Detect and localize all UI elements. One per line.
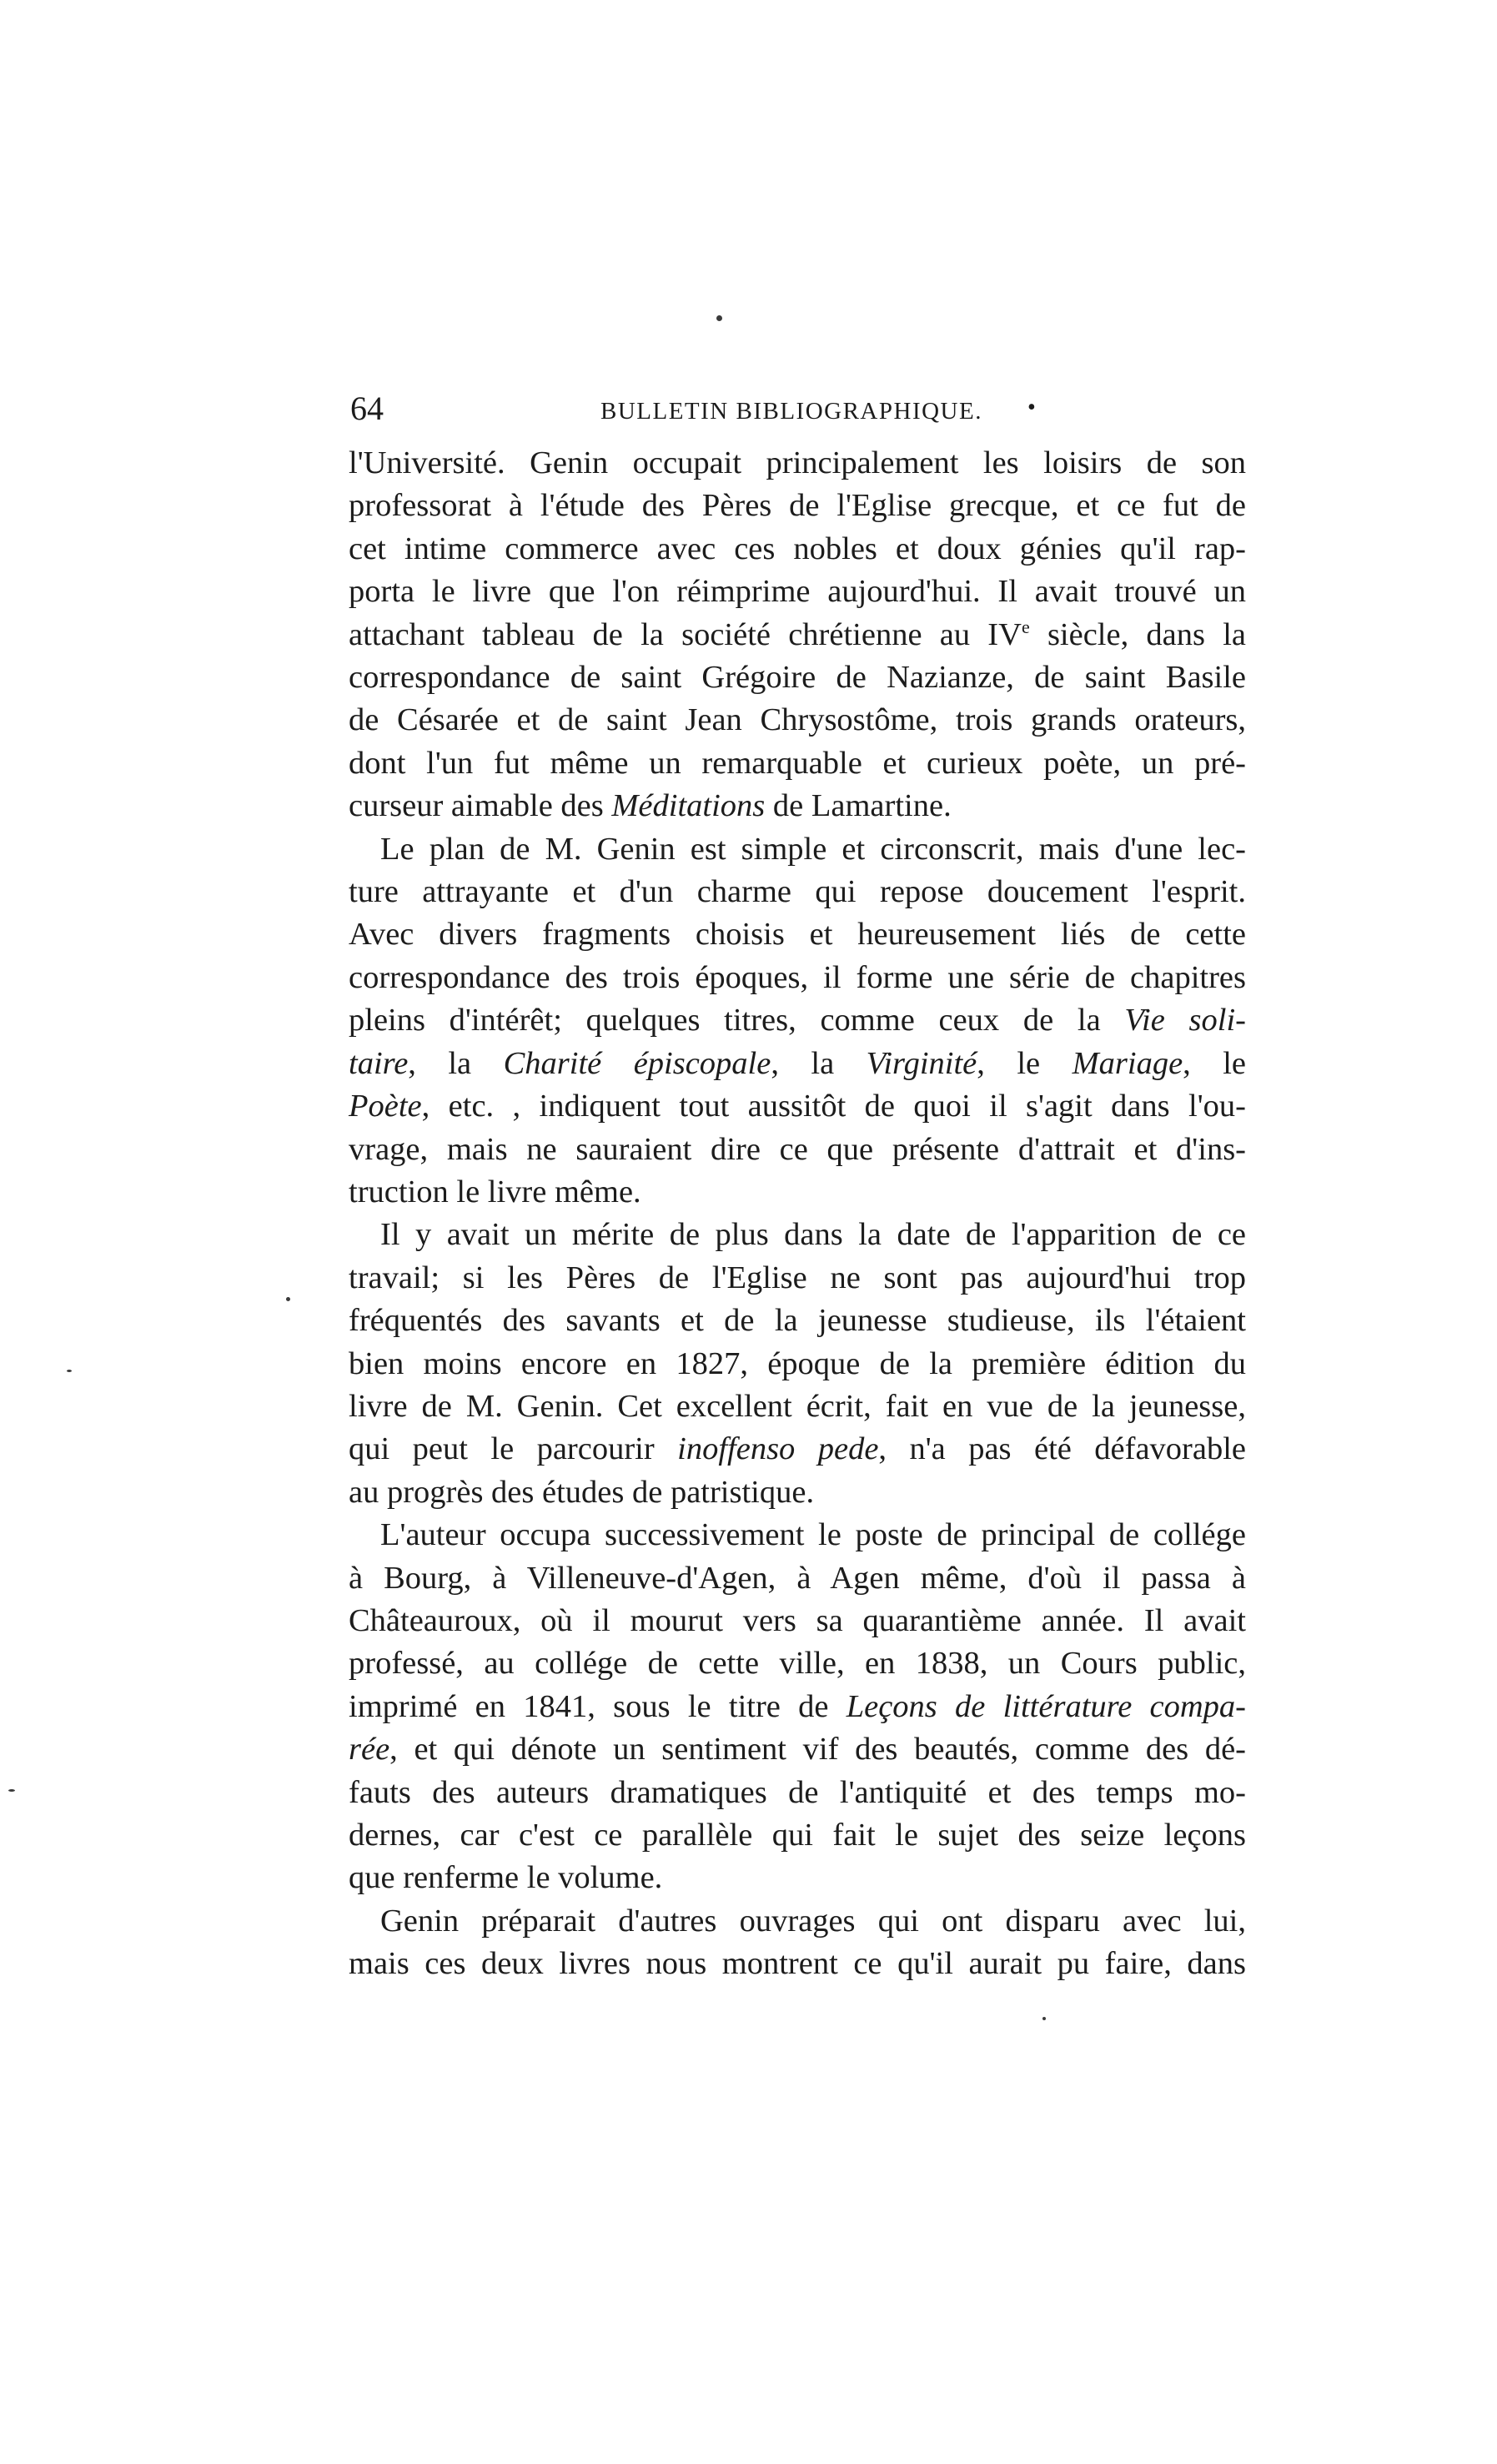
text-span: attachant tableau de la société chrétienne au IV — [349, 616, 1022, 652]
italic-title: Charité épiscopale — [503, 1045, 771, 1081]
text-span: qui peut le parcourir — [349, 1431, 655, 1467]
paragraph-3 — [349, 1214, 1246, 1514]
text-line: que renferme le volume. — [349, 1860, 663, 1896]
text-line: mais ces deux livres nous montrent ce qu'il aurait pu faire, dans — [349, 1946, 1246, 1982]
text-line — [349, 1728, 1246, 1771]
italic-title: Méditations — [611, 788, 766, 824]
text-line — [349, 1085, 1246, 1128]
text-span: , n'a pas été défavorable — [878, 1431, 1246, 1467]
text-line: fréquentés des savants et de la jeunesse studieuse, ils l'étaient — [349, 1303, 1246, 1339]
page-number: 64 — [350, 390, 384, 427]
text-span: pleins d'intérêt; quelques titres, comme ceux de la — [349, 1003, 1101, 1038]
text-line: ture attrayante et d'un charme qui repose doucement l'esprit. — [349, 874, 1246, 910]
text-line — [349, 999, 1246, 1042]
text-line: professé, au collége de cette ville, en 1838, un Cours public, — [349, 1646, 1246, 1682]
superscript: e — [1021, 616, 1030, 637]
text-span: curseur aimable des — [349, 788, 604, 824]
text-line: Châteauroux, où il mourut vers sa quarantième année. Il avait — [349, 1602, 1246, 1638]
text-span: , la — [771, 1045, 835, 1081]
italic-title: taire — [349, 1045, 409, 1081]
italic-title: Leçons de littérature compa- — [846, 1688, 1246, 1724]
text-span: , le — [1183, 1045, 1247, 1081]
ink-speck — [286, 1297, 290, 1301]
text-line: professorat à l'étude des Pères de l'Eglise grecque, et ce fut de — [349, 488, 1246, 524]
ink-speck — [67, 1370, 72, 1372]
italic-title: Virginité — [866, 1045, 977, 1081]
text-line — [349, 1428, 1246, 1471]
text-line: l'Université. Genin occupait principalement les loisirs de son — [349, 445, 1246, 480]
text-line — [349, 785, 1246, 827]
italic-title: inoffenso pede — [677, 1431, 879, 1467]
italic-title: rée — [349, 1732, 390, 1768]
text-line: travail; si les Pères de l'Eglise ne sont pas aujourd'hui trop — [349, 1260, 1246, 1295]
italic-title: Mariage — [1072, 1045, 1183, 1081]
text-line: au progrès des études de patristique. — [349, 1474, 815, 1510]
text-line: Le plan de M. Genin est simple et circonscrit, mais d'une lec- — [380, 831, 1246, 867]
text-line: Il y avait un mérite de plus dans la date de l'apparition de ce — [380, 1217, 1246, 1253]
ink-speck — [1042, 2017, 1046, 2020]
text-line: truction le livre même. — [349, 1174, 641, 1209]
text-line: Genin préparait d'autres ouvrages qui ont disparu avec lui, — [380, 1903, 1246, 1939]
text-span: de Lamartine. — [772, 788, 952, 824]
paragraph-5 — [349, 1900, 1246, 1986]
running-head: BULLETIN BIBLIOGRAPHIQUE. — [600, 398, 982, 425]
text-line — [349, 1686, 1246, 1728]
text-line — [349, 614, 1246, 656]
text-line: à Bourg, à Villeneuve-d'Agen, à Agen même, d'où il passa à — [349, 1560, 1246, 1596]
text-line: correspondance de saint Grégoire de Nazianze, de saint Basile — [349, 660, 1246, 696]
body-text — [349, 442, 1246, 1986]
text-line: dernes, car c'est ce parallèle qui fait le sujet des seize leçons — [349, 1818, 1246, 1853]
text-span: siècle, dans la — [1047, 616, 1246, 652]
text-span: imprimé en 1841, sous le titre de — [349, 1688, 829, 1724]
text-line: correspondance des trois époques, il forme une série de chapitres — [349, 959, 1246, 995]
ink-speck — [716, 315, 722, 321]
text-span: , etc. , indiquent tout aussitôt de quoi il s'agit dans l'ou- — [421, 1089, 1246, 1124]
paragraph-1 — [349, 442, 1246, 828]
text-line: de Césarée et de saint Jean Chrysostôme, trois grands orateurs, — [349, 702, 1246, 738]
text-span: , et qui dénote un sentiment vif des beautés, comme des dé- — [389, 1732, 1246, 1768]
text-line: porta le livre que l'on réimprime aujourd'hui. Il avait trouvé un — [349, 574, 1246, 610]
text-line: fauts des auteurs dramatiques de l'antiquité et des temps mo- — [349, 1774, 1246, 1810]
text-span: , le — [977, 1045, 1041, 1081]
text-line: livre de M. Genin. Cet excellent écrit, fait en vue de la jeunesse, — [349, 1388, 1246, 1424]
text-line: vrage, mais ne sauraient dire ce que présente d'attrait et d'ins- — [349, 1131, 1246, 1167]
text-line: L'auteur occupa successivement le poste de principal de collége — [380, 1517, 1246, 1553]
paragraph-4 — [349, 1514, 1246, 1900]
text-line: cet intime commerce avec ces nobles et doux génies qu'il rap- — [349, 531, 1246, 566]
italic-title: Poète — [349, 1089, 422, 1124]
paragraph-2 — [349, 828, 1246, 1214]
ink-speck — [8, 1789, 15, 1792]
text-line: Avec divers fragments choisis et heureusement liés de cette — [349, 917, 1246, 953]
italic-title: Vie soli- — [1124, 1003, 1246, 1038]
text-line: dont l'un fut même un remarquable et curieux poète, un pré- — [349, 745, 1246, 781]
text-line — [349, 1043, 1246, 1085]
text-span: , la — [408, 1045, 472, 1081]
text-line: bien moins encore en 1827, époque de la première édition du — [349, 1345, 1246, 1381]
running-head-mark: • — [1027, 395, 1036, 420]
page-header — [350, 385, 1251, 435]
